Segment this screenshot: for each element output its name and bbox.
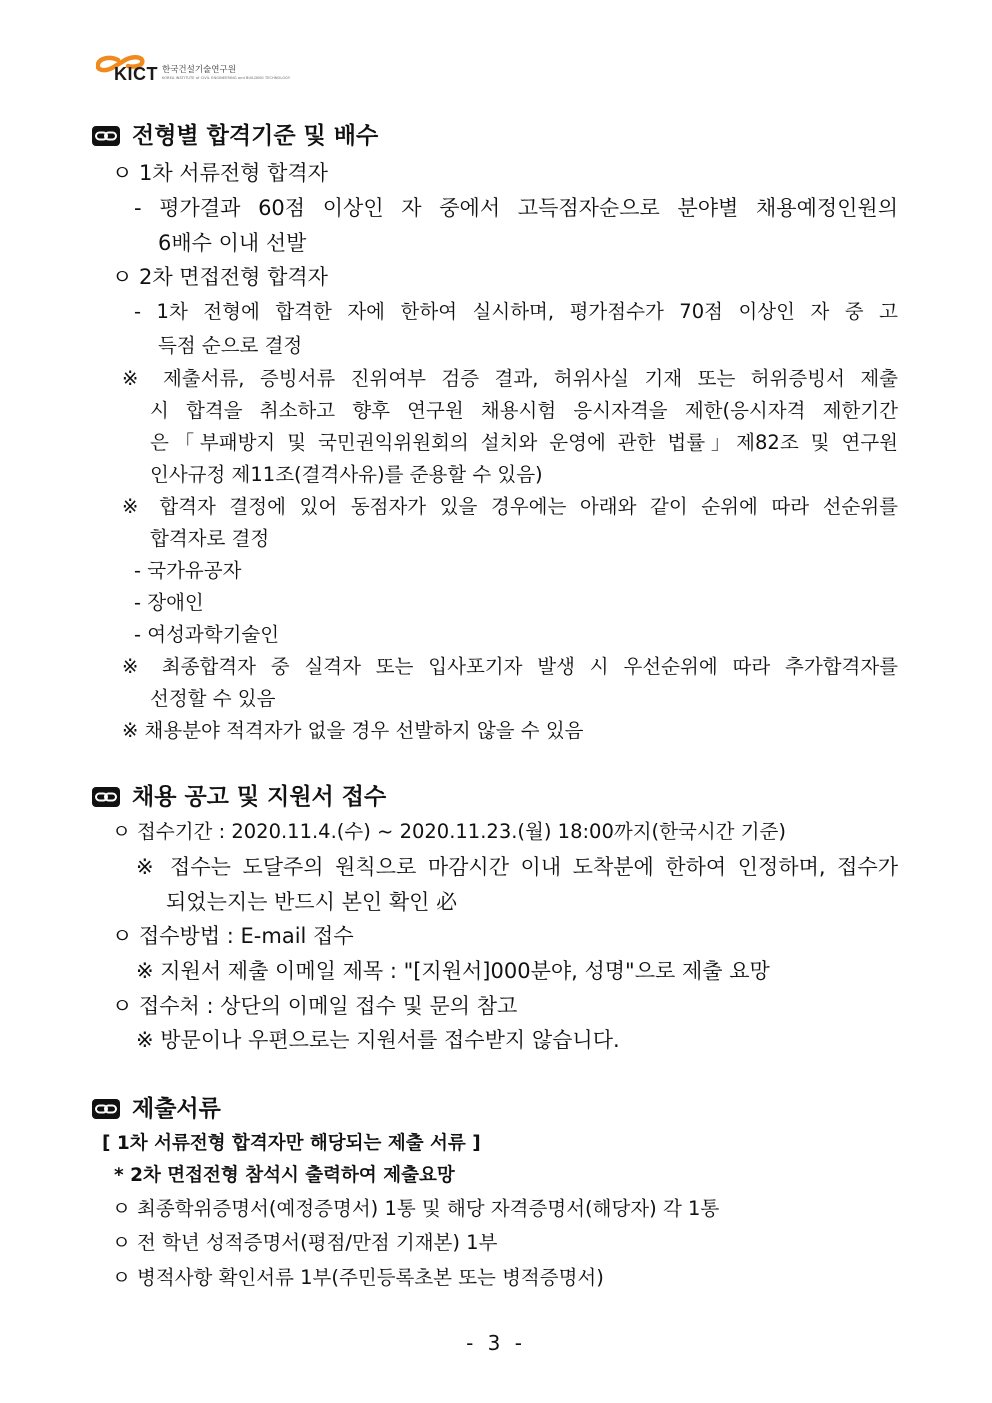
link-icon xyxy=(92,1099,120,1119)
list-item: ㅇ 전 학년 성적증명서(평점/만점 기재본) 1부 xyxy=(112,1231,498,1254)
section-heading xyxy=(92,784,386,810)
section-title: 제출서류 xyxy=(132,1096,221,1122)
list-item: - 1차 전형에 합격한 자에 한하여 실시하며, 평가점수가 70점 이상인 자 중 고 xyxy=(134,300,898,323)
note: 선정할 수 있음 xyxy=(150,687,276,710)
subheading: [ 1차 서류전형 합격자만 해당되는 제출 서류 ] xyxy=(102,1133,481,1154)
note: 은「부패방지 및 국민권익위원회의 설치와 운영에 관한 법률」제82조 및 연구원 xyxy=(150,431,898,454)
list-item: - 장애인 xyxy=(134,591,204,614)
note: ※ 최종합격자 중 실격자 또는 입사포기자 발생 시 우선순위에 따라 추가합격자를 xyxy=(122,655,898,678)
subheading: * 2차 면접전형 참석시 출력하여 제출요망 xyxy=(114,1165,455,1186)
link-icon xyxy=(92,126,120,146)
note: 합격자로 결정 xyxy=(150,527,270,550)
list-item: ㅇ 1차 서류전형 합격자 xyxy=(112,161,328,185)
logo-korean-name: 한국건설기술연구원 xyxy=(162,65,236,75)
note: ※ 지원서 제출 이메일 제목 : "[지원서]000분야, 성명"으로 제출 요망 xyxy=(136,959,770,983)
list-item: ㅇ 접수기간 : 2020.11.4.(수) ~ 2020.11.23.(월) 18:00까지(한국시간 기준) xyxy=(112,820,786,843)
logo-text: KICT xyxy=(114,64,158,84)
link-icon xyxy=(92,787,120,807)
list-item: - 평가결과 60점 이상인 자 중에서 고득점자순으로 분야별 채용예정인원의 xyxy=(134,196,898,220)
page-number: - 3 - xyxy=(466,1331,526,1355)
logo-english-name: KOREA INSTITUTE of CIVIL ENGINEERING and BUILDING TECHNOLOGY xyxy=(162,76,291,80)
kict-logo xyxy=(96,50,291,84)
section-heading xyxy=(92,123,378,149)
list-item: ㅇ 최종학위증명서(예정증명서) 1통 및 해당 자격증명서(해당자) 각 1통 xyxy=(112,1197,720,1220)
section-title: 전형별 합격기준 및 배수 xyxy=(132,123,379,149)
list-item: 득점 순으로 결정 xyxy=(158,334,303,357)
note: ※ 합격자 결정에 있어 동점자가 있을 경우에는 아래와 같이 순위에 따라 선순위를 xyxy=(122,495,898,518)
note: ※ 접수는 도달주의 원칙으로 마감시간 이내 도착분에 한하여 인정하며, 접수가 xyxy=(136,855,898,879)
section-heading xyxy=(92,1096,221,1122)
list-item: 6배수 이내 선발 xyxy=(158,231,307,255)
note: ※ 채용분야 적격자가 없을 경우 선발하지 않을 수 있음 xyxy=(122,719,584,742)
list-item: ㅇ 2차 면접전형 합격자 xyxy=(112,265,328,289)
note: ※ 방문이나 우편으로는 지원서를 접수받지 않습니다. xyxy=(136,1028,620,1052)
list-item: ㅇ 접수방법 : E-mail 접수 xyxy=(112,924,354,948)
note: 되었는지는 반드시 본인 확인 必 xyxy=(166,890,458,914)
list-item: ㅇ 병적사항 확인서류 1부(주민등록초본 또는 병적증명서) xyxy=(112,1266,604,1289)
list-item: - 국가유공자 xyxy=(134,559,242,582)
note: 시 합격을 취소하고 향후 연구원 채용시험 응시자격을 제한(응시자격 제한기간 xyxy=(150,399,898,422)
list-item: ㅇ 접수처 : 상단의 이메일 접수 및 문의 참고 xyxy=(112,994,518,1018)
note: 인사규정 제11조(결격사유)를 준용할 수 있음) xyxy=(150,463,543,486)
note: ※ 제출서류, 증빙서류 진위여부 검증 결과, 허위사실 기재 또는 허위증빙서 제출 xyxy=(122,367,898,390)
section-title: 채용 공고 및 지원서 접수 xyxy=(132,784,387,810)
list-item: - 여성과학기술인 xyxy=(134,623,280,646)
